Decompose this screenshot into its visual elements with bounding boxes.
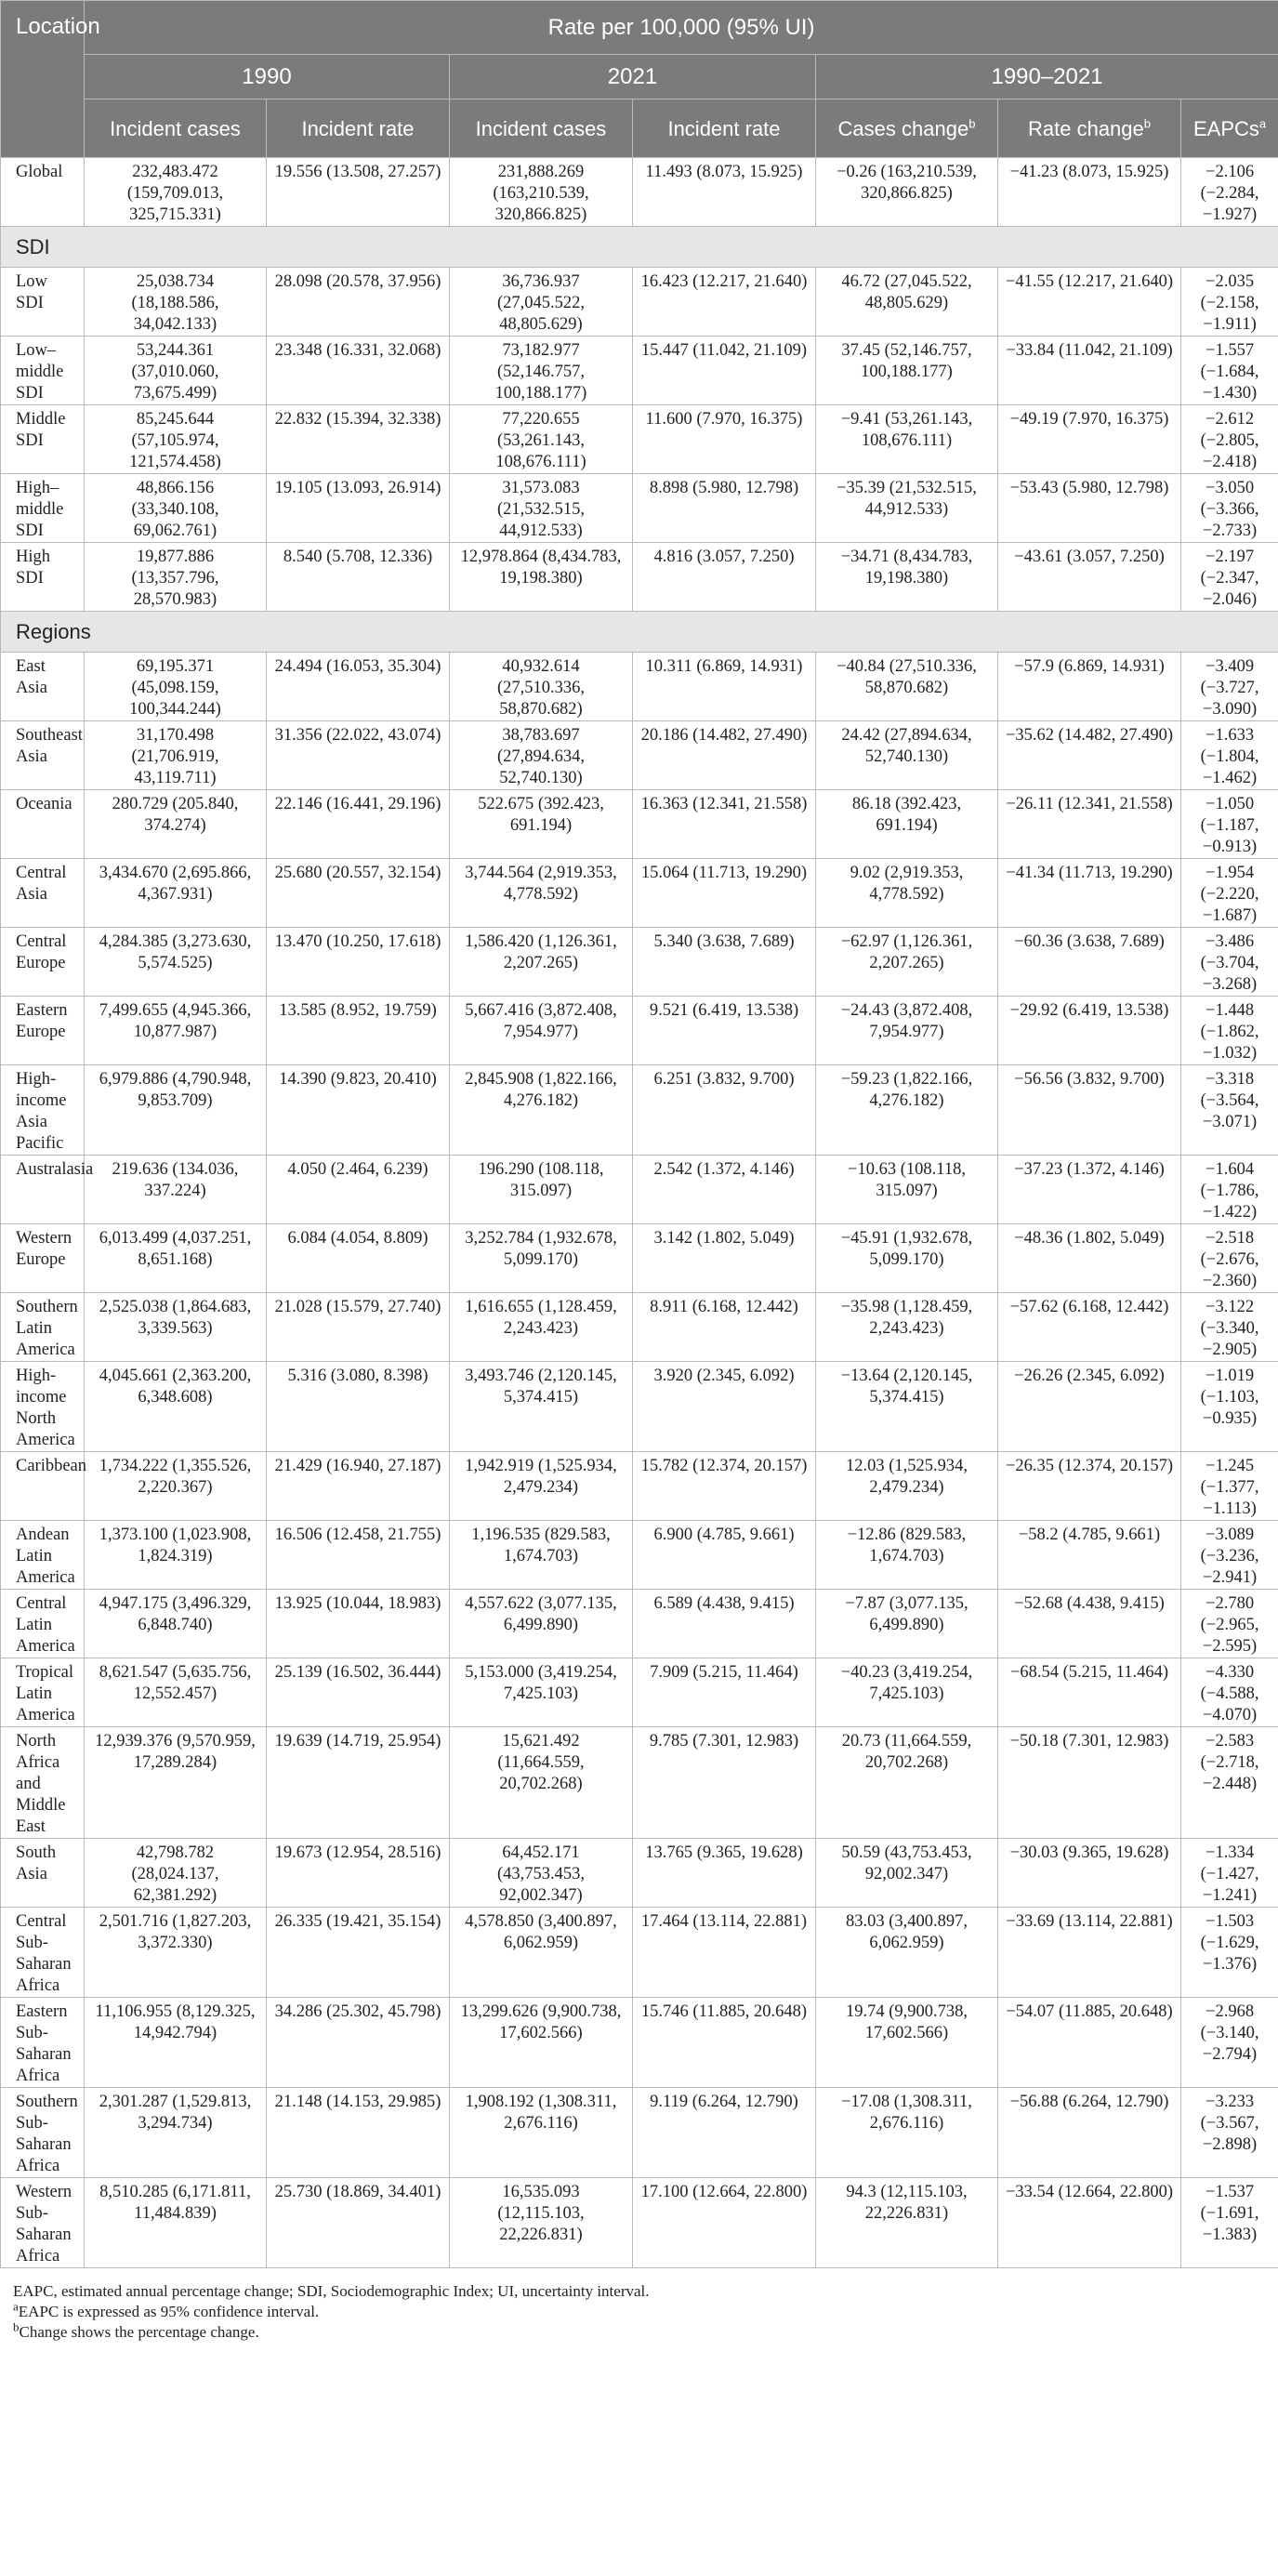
location-cell: Southeast Asia <box>1 721 85 790</box>
value-cell-c90: 6,013.499 (4,037.251, 8,651.168) <box>85 1224 267 1293</box>
value-cell-c21: 196.290 (108.118, 315.097) <box>450 1156 633 1224</box>
value-cell-r21: 15.447 (11.042, 21.109) <box>633 337 816 405</box>
cases-change-header <box>816 99 998 158</box>
value-cell-cc: −10.63 (108.118, 315.097) <box>816 1156 998 1224</box>
value-cell-r90: 22.146 (16.441, 29.196) <box>267 790 450 859</box>
incident-rate-1990-header: Incident rate <box>267 99 450 158</box>
value-cell-eapc: −2.197 (−2.347, −2.046) <box>1181 543 1278 612</box>
value-cell-c21: 38,783.697 (27,894.634, 52,740.130) <box>450 721 633 790</box>
table-row <box>1 1839 1278 1908</box>
value-cell-cc: −9.41 (53,261.143, 108,676.111) <box>816 405 998 474</box>
value-cell-rc: −58.2 (4.785, 9.661) <box>998 1521 1181 1590</box>
value-cell-rc: −41.23 (8.073, 15.925) <box>998 158 1181 227</box>
location-cell: North Africa and Middle East <box>1 1727 85 1839</box>
location-cell: South Asia <box>1 1839 85 1908</box>
value-cell-c21: 64,452.171 (43,753.453, 92,002.347) <box>450 1839 633 1908</box>
footnote-b-mark: b <box>13 2319 20 2334</box>
incident-cases-2021-header: Incident cases <box>450 99 633 158</box>
value-cell-c21: 4,557.622 (3,077.135, 6,499.890) <box>450 1590 633 1658</box>
value-cell-r90: 16.506 (12.458, 21.755) <box>267 1521 450 1590</box>
section-header-row <box>1 227 1278 268</box>
table-row <box>1 1521 1278 1590</box>
value-cell-cc: −40.84 (27,510.336, 58,870.682) <box>816 653 998 721</box>
value-cell-r90: 13.925 (10.044, 18.983) <box>267 1590 450 1658</box>
value-cell-r90: 25.680 (20.557, 32.154) <box>267 859 450 928</box>
value-cell-rc: −56.56 (3.832, 9.700) <box>998 1065 1181 1156</box>
value-cell-cc: 24.42 (27,894.634, 52,740.130) <box>816 721 998 790</box>
value-cell-c90: 11,106.955 (8,129.325, 14,942.794) <box>85 1998 267 2088</box>
footnote-a <box>13 2299 1278 2322</box>
value-cell-r21: 16.363 (12.341, 21.558) <box>633 790 816 859</box>
value-cell-rc: −54.07 (11.885, 20.648) <box>998 1998 1181 2088</box>
value-cell-cc: 46.72 (27,045.522, 48,805.629) <box>816 268 998 337</box>
value-cell-cc: −35.98 (1,128.459, 2,243.423) <box>816 1293 998 1362</box>
value-cell-c90: 31,170.498 (21,706.919, 43,119.711) <box>85 721 267 790</box>
value-cell-c90: 232,483.472 (159,709.013, 325,715.331) <box>85 158 267 227</box>
value-cell-r21: 3.142 (1.802, 5.049) <box>633 1224 816 1293</box>
location-cell: Western Sub-Saharan Africa <box>1 2178 85 2268</box>
table-row <box>1 2088 1278 2178</box>
location-cell: Middle SDI <box>1 405 85 474</box>
table-row <box>1 1156 1278 1224</box>
location-cell: Andean Latin America <box>1 1521 85 1590</box>
location-cell: Tropical Latin America <box>1 1658 85 1727</box>
value-cell-r21: 11.493 (8.073, 15.925) <box>633 158 816 227</box>
footnote-a-marker: a <box>1258 116 1267 131</box>
value-cell-eapc: −2.518 (−2.676, −2.360) <box>1181 1224 1278 1293</box>
value-cell-eapc: −3.122 (−3.340, −2.905) <box>1181 1293 1278 1362</box>
value-cell-cc: −62.97 (1,126.361, 2,207.265) <box>816 928 998 997</box>
value-cell-r21: 9.119 (6.264, 12.790) <box>633 2088 816 2178</box>
value-cell-cc: 20.73 (11,664.559, 20,702.268) <box>816 1727 998 1839</box>
table-body <box>1 158 1278 2268</box>
location-cell: High SDI <box>1 543 85 612</box>
value-cell-c90: 3,434.670 (2,695.866, 4,367.931) <box>85 859 267 928</box>
value-cell-r90: 13.470 (10.250, 17.618) <box>267 928 450 997</box>
value-cell-rc: −57.62 (6.168, 12.442) <box>998 1293 1181 1362</box>
value-cell-rc: −37.23 (1.372, 4.146) <box>998 1156 1181 1224</box>
location-cell: Eastern Europe <box>1 997 85 1065</box>
value-cell-c21: 2,845.908 (1,822.166, 4,276.182) <box>450 1065 633 1156</box>
value-cell-rc: −33.84 (11.042, 21.109) <box>998 337 1181 405</box>
value-cell-eapc: −1.245 (−1.377, −1.113) <box>1181 1452 1278 1521</box>
value-cell-r90: 4.050 (2.464, 6.239) <box>267 1156 450 1224</box>
value-cell-c21: 1,616.655 (1,128.459, 2,243.423) <box>450 1293 633 1362</box>
table-row <box>1 928 1278 997</box>
value-cell-eapc: −1.503 (−1.629, −1.376) <box>1181 1908 1278 1998</box>
location-cell: Central Sub-Saharan Africa <box>1 1908 85 1998</box>
value-cell-c21: 15,621.492 (11,664.559, 20,702.268) <box>450 1727 633 1839</box>
value-cell-c21: 13,299.626 (9,900.738, 17,602.566) <box>450 1998 633 2088</box>
value-cell-rc: −35.62 (14.482, 27.490) <box>998 721 1181 790</box>
value-cell-r90: 6.084 (4.054, 8.809) <box>267 1224 450 1293</box>
value-cell-r21: 6.251 (3.832, 9.700) <box>633 1065 816 1156</box>
value-cell-c21: 3,744.564 (2,919.353, 4,778.592) <box>450 859 633 928</box>
value-cell-eapc: −1.954 (−2.220, −1.687) <box>1181 859 1278 928</box>
table-row <box>1 721 1278 790</box>
incident-rate-2021-header: Incident rate <box>633 99 816 158</box>
value-cell-r90: 19.105 (13.093, 26.914) <box>267 474 450 543</box>
value-cell-r90: 21.148 (14.153, 29.985) <box>267 2088 450 2178</box>
value-cell-c21: 12,978.864 (8,434.783, 19,198.380) <box>450 543 633 612</box>
value-cell-r90: 28.098 (20.578, 37.956) <box>267 268 450 337</box>
value-cell-c90: 42,798.782 (28,024.137, 62,381.292) <box>85 1839 267 1908</box>
value-cell-rc: −33.54 (12.664, 22.800) <box>998 2178 1181 2268</box>
location-cell: East Asia <box>1 653 85 721</box>
table-header <box>1 1 1278 158</box>
value-cell-cc: −35.39 (21,532.515, 44,912.533) <box>816 474 998 543</box>
value-cell-r21: 15.064 (11.713, 19.290) <box>633 859 816 928</box>
table-row <box>1 1590 1278 1658</box>
footnote-b-text: Change shows the percentage change. <box>19 2323 259 2341</box>
year-range-header: 1990–2021 <box>816 55 1278 99</box>
value-cell-eapc: −3.050 (−3.366, −2.733) <box>1181 474 1278 543</box>
table-row <box>1 1065 1278 1156</box>
value-cell-eapc: −3.486 (−3.704, −3.268) <box>1181 928 1278 997</box>
footnote-b-marker: b <box>1143 116 1151 131</box>
value-cell-c90: 8,621.547 (5,635.756, 12,552.457) <box>85 1658 267 1727</box>
year-1990-header: 1990 <box>85 55 450 99</box>
value-cell-c90: 4,284.385 (3,273.630, 5,574.525) <box>85 928 267 997</box>
rate-change-label: Rate change <box>1028 116 1144 140</box>
value-cell-c90: 7,499.655 (4,945.366, 10,877.987) <box>85 997 267 1065</box>
table-row <box>1 1293 1278 1362</box>
footnote-b-marker: b <box>968 116 976 131</box>
value-cell-eapc: −2.780 (−2.965, −2.595) <box>1181 1590 1278 1658</box>
location-cell: Western Europe <box>1 1224 85 1293</box>
year-2021-header: 2021 <box>450 55 816 99</box>
value-cell-rc: −30.03 (9.365, 19.628) <box>998 1839 1181 1908</box>
value-cell-r21: 6.589 (4.438, 9.415) <box>633 1590 816 1658</box>
value-cell-r90: 14.390 (9.823, 20.410) <box>267 1065 450 1156</box>
value-cell-cc: 83.03 (3,400.897, 6,062.959) <box>816 1908 998 1998</box>
location-header: Location <box>1 1 85 158</box>
value-cell-r90: 34.286 (25.302, 45.798) <box>267 1998 450 2088</box>
value-cell-c90: 8,510.285 (6,171.811, 11,484.839) <box>85 2178 267 2268</box>
value-cell-r21: 15.782 (12.374, 20.157) <box>633 1452 816 1521</box>
table-row <box>1 474 1278 543</box>
value-cell-c90: 4,045.661 (2,363.200, 6,348.608) <box>85 1362 267 1452</box>
value-cell-r21: 8.911 (6.168, 12.442) <box>633 1293 816 1362</box>
value-cell-c21: 5,667.416 (3,872.408, 7,954.977) <box>450 997 633 1065</box>
incident-cases-1990-header: Incident cases <box>85 99 267 158</box>
value-cell-c90: 25,038.734 (18,188.586, 34,042.133) <box>85 268 267 337</box>
value-cell-r21: 4.816 (3.057, 7.250) <box>633 543 816 612</box>
value-cell-r90: 19.639 (14.719, 25.954) <box>267 1727 450 1839</box>
value-cell-eapc: −1.633 (−1.804, −1.462) <box>1181 721 1278 790</box>
value-cell-rc: −56.88 (6.264, 12.790) <box>998 2088 1181 2178</box>
value-cell-cc: −7.87 (3,077.135, 6,499.890) <box>816 1590 998 1658</box>
value-cell-r21: 9.521 (6.419, 13.538) <box>633 997 816 1065</box>
value-cell-c90: 2,301.287 (1,529.813, 3,294.734) <box>85 2088 267 2178</box>
value-cell-cc: 50.59 (43,753.453, 92,002.347) <box>816 1839 998 1908</box>
value-cell-r90: 19.673 (12.954, 28.516) <box>267 1839 450 1908</box>
value-cell-rc: −50.18 (7.301, 12.983) <box>998 1727 1181 1839</box>
value-cell-rc: −41.34 (11.713, 19.290) <box>998 859 1181 928</box>
table-row <box>1 543 1278 612</box>
location-cell: Central Latin America <box>1 1590 85 1658</box>
value-cell-c21: 31,573.083 (21,532.515, 44,912.533) <box>450 474 633 543</box>
table-row <box>1 1658 1278 1727</box>
value-cell-c21: 1,586.420 (1,126.361, 2,207.265) <box>450 928 633 997</box>
table-row <box>1 1998 1278 2088</box>
value-cell-eapc: −1.448 (−1.862, −1.032) <box>1181 997 1278 1065</box>
value-cell-c90: 2,525.038 (1,864.683, 3,339.563) <box>85 1293 267 1362</box>
value-cell-c21: 5,153.000 (3,419.254, 7,425.103) <box>450 1658 633 1727</box>
table-row <box>1 859 1278 928</box>
location-cell: Central Asia <box>1 859 85 928</box>
value-cell-c21: 3,493.746 (2,120.145, 5,374.415) <box>450 1362 633 1452</box>
value-cell-rc: −26.26 (2.345, 6.092) <box>998 1362 1181 1452</box>
value-cell-r90: 24.494 (16.053, 35.304) <box>267 653 450 721</box>
value-cell-c90: 2,501.716 (1,827.203, 3,372.330) <box>85 1908 267 1998</box>
location-cell: Eastern Sub-Saharan Africa <box>1 1998 85 2088</box>
value-cell-cc: −12.86 (829.583, 1,674.703) <box>816 1521 998 1590</box>
value-cell-eapc: −3.233 (−3.567, −2.898) <box>1181 2088 1278 2178</box>
value-cell-c21: 1,908.192 (1,308.311, 2,676.116) <box>450 2088 633 2178</box>
value-cell-eapc: −1.050 (−1.187, −0.913) <box>1181 790 1278 859</box>
value-cell-cc: −59.23 (1,822.166, 4,276.182) <box>816 1065 998 1156</box>
location-cell: Central Europe <box>1 928 85 997</box>
location-cell: Low–middle SDI <box>1 337 85 405</box>
value-cell-cc: −40.23 (3,419.254, 7,425.103) <box>816 1658 998 1727</box>
value-cell-r21: 6.900 (4.785, 9.661) <box>633 1521 816 1590</box>
value-cell-r21: 3.920 (2.345, 6.092) <box>633 1362 816 1452</box>
section-title: Regions <box>1 612 1278 653</box>
location-cell: Southern Sub-Saharan Africa <box>1 2088 85 2178</box>
footnote-abbreviations: EAPC, estimated annual percentage change; SDI, Sociodemographic Index; UI, uncertainty interval. <box>13 2282 650 2300</box>
value-cell-eapc: −3.409 (−3.727, −3.090) <box>1181 653 1278 721</box>
value-cell-cc: −13.64 (2,120.145, 5,374.415) <box>816 1362 998 1452</box>
footnote-a-mark: a <box>13 2299 19 2314</box>
value-cell-cc: 9.02 (2,919.353, 4,778.592) <box>816 859 998 928</box>
value-cell-r21: 7.909 (5.215, 11.464) <box>633 1658 816 1727</box>
value-cell-c90: 280.729 (205.840, 374.274) <box>85 790 267 859</box>
value-cell-c90: 4,947.175 (3,496.329, 6,848.740) <box>85 1590 267 1658</box>
value-cell-c21: 36,736.937 (27,045.522, 48,805.629) <box>450 268 633 337</box>
value-cell-c90: 53,244.361 (37,010.060, 73,675.499) <box>85 337 267 405</box>
location-cell: High-income Asia Pacific <box>1 1065 85 1156</box>
location-cell: High–middle SDI <box>1 474 85 543</box>
value-cell-cc: −24.43 (3,872.408, 7,954.977) <box>816 997 998 1065</box>
table-row <box>1 405 1278 474</box>
value-cell-cc: 12.03 (1,525.934, 2,479.234) <box>816 1452 998 1521</box>
value-cell-c21: 231,888.269 (163,210.539, 320,866.825) <box>450 158 633 227</box>
eapcs-header <box>1181 99 1278 158</box>
value-cell-cc: 86.18 (392.423, 691.194) <box>816 790 998 859</box>
value-cell-c90: 12,939.376 (9,570.959, 17,289.284) <box>85 1727 267 1839</box>
value-cell-eapc: −1.557 (−1.684, −1.430) <box>1181 337 1278 405</box>
value-cell-c21: 3,252.784 (1,932.678, 5,099.170) <box>450 1224 633 1293</box>
section-header-row <box>1 612 1278 653</box>
value-cell-c90: 6,979.886 (4,790.948, 9,853.709) <box>85 1065 267 1156</box>
value-cell-cc: 94.3 (12,115.103, 22,226.831) <box>816 2178 998 2268</box>
value-cell-eapc: −3.318 (−3.564, −3.071) <box>1181 1065 1278 1156</box>
value-cell-eapc: −2.583 (−2.718, −2.448) <box>1181 1727 1278 1839</box>
value-cell-eapc: −1.537 (−1.691, −1.383) <box>1181 2178 1278 2268</box>
cases-change-label: Cases change <box>837 116 969 140</box>
value-cell-r90: 8.540 (5.708, 12.336) <box>267 543 450 612</box>
value-cell-c21: 77,220.655 (53,261.143, 108,676.111) <box>450 405 633 474</box>
value-cell-rc: −53.43 (5.980, 12.798) <box>998 474 1181 543</box>
value-cell-c90: 69,195.371 (45,098.159, 100,344.244) <box>85 653 267 721</box>
footnote-a-text: EAPC is expressed as 95% confidence interval. <box>18 2303 320 2320</box>
table-row <box>1 158 1278 227</box>
location-cell: Australasia <box>1 1156 85 1224</box>
location-cell: Southern Latin America <box>1 1293 85 1362</box>
value-cell-r90: 31.356 (22.022, 43.074) <box>267 721 450 790</box>
value-cell-rc: −29.92 (6.419, 13.538) <box>998 997 1181 1065</box>
value-cell-c90: 1,734.222 (1,355.526, 2,220.367) <box>85 1452 267 1521</box>
value-cell-r21: 9.785 (7.301, 12.983) <box>633 1727 816 1839</box>
value-cell-c90: 219.636 (134.036, 337.224) <box>85 1156 267 1224</box>
value-cell-c21: 40,932.614 (27,510.336, 58,870.682) <box>450 653 633 721</box>
value-cell-r21: 8.898 (5.980, 12.798) <box>633 474 816 543</box>
eapcs-label: EAPCs <box>1192 116 1259 140</box>
rate-span-header: Rate per 100,000 (95% UI) <box>85 1 1278 55</box>
table-row <box>1 1224 1278 1293</box>
value-cell-r90: 25.730 (18.869, 34.401) <box>267 2178 450 2268</box>
value-cell-cc: −0.26 (163,210.539, 320,866.825) <box>816 158 998 227</box>
value-cell-cc: 19.74 (9,900.738, 17,602.566) <box>816 1998 998 2088</box>
section-title: SDI <box>1 227 1278 268</box>
value-cell-r90: 5.316 (3.080, 8.398) <box>267 1362 450 1452</box>
value-cell-eapc: −2.612 (−2.805, −2.418) <box>1181 405 1278 474</box>
value-cell-r21: 16.423 (12.217, 21.640) <box>633 268 816 337</box>
value-cell-rc: −26.11 (12.341, 21.558) <box>998 790 1181 859</box>
value-cell-r21: 13.765 (9.365, 19.628) <box>633 1839 816 1908</box>
value-cell-rc: −26.35 (12.374, 20.157) <box>998 1452 1181 1521</box>
value-cell-c90: 19,877.886 (13,357.796, 28,570.983) <box>85 543 267 612</box>
value-cell-r21: 17.100 (12.664, 22.800) <box>633 2178 816 2268</box>
value-cell-rc: −49.19 (7.970, 16.375) <box>998 405 1181 474</box>
rate-change-header <box>998 99 1181 158</box>
value-cell-c90: 1,373.100 (1,023.908, 1,824.319) <box>85 1521 267 1590</box>
value-cell-eapc: −1.019 (−1.103, −0.935) <box>1181 1362 1278 1452</box>
value-cell-r21: 20.186 (14.482, 27.490) <box>633 721 816 790</box>
value-cell-rc: −52.68 (4.438, 9.415) <box>998 1590 1181 1658</box>
value-cell-r90: 21.429 (16.940, 27.187) <box>267 1452 450 1521</box>
value-cell-rc: −43.61 (3.057, 7.250) <box>998 543 1181 612</box>
table-row <box>1 1452 1278 1521</box>
footnote-b <box>13 2319 1278 2343</box>
table-row <box>1 790 1278 859</box>
value-cell-rc: −60.36 (3.638, 7.689) <box>998 928 1181 997</box>
value-cell-r21: 11.600 (7.970, 16.375) <box>633 405 816 474</box>
value-cell-c21: 522.675 (392.423, 691.194) <box>450 790 633 859</box>
value-cell-rc: −41.55 (12.217, 21.640) <box>998 268 1181 337</box>
table-row <box>1 1727 1278 1839</box>
value-cell-cc: −34.71 (8,434.783, 19,198.380) <box>816 543 998 612</box>
value-cell-eapc: −1.604 (−1.786, −1.422) <box>1181 1156 1278 1224</box>
value-cell-c21: 16,535.093 (12,115.103, 22,226.831) <box>450 2178 633 2268</box>
table-row <box>1 337 1278 405</box>
footnotes <box>0 2268 1278 2343</box>
value-cell-c21: 4,578.850 (3,400.897, 6,062.959) <box>450 1908 633 1998</box>
value-cell-rc: −33.69 (13.114, 22.881) <box>998 1908 1181 1998</box>
value-cell-cc: −45.91 (1,932.678, 5,099.170) <box>816 1224 998 1293</box>
location-cell: Global <box>1 158 85 227</box>
value-cell-eapc: −2.106 (−2.284, −1.927) <box>1181 158 1278 227</box>
table-row <box>1 1908 1278 1998</box>
value-cell-c21: 1,196.535 (829.583, 1,674.703) <box>450 1521 633 1590</box>
table-row <box>1 1362 1278 1452</box>
value-cell-cc: −17.08 (1,308.311, 2,676.116) <box>816 2088 998 2178</box>
value-cell-r90: 21.028 (15.579, 27.740) <box>267 1293 450 1362</box>
value-cell-c90: 48,866.156 (33,340.108, 69,062.761) <box>85 474 267 543</box>
value-cell-r21: 2.542 (1.372, 4.146) <box>633 1156 816 1224</box>
value-cell-r90: 13.585 (8.952, 19.759) <box>267 997 450 1065</box>
value-cell-eapc: −2.035 (−2.158, −1.911) <box>1181 268 1278 337</box>
value-cell-r90: 23.348 (16.331, 32.068) <box>267 337 450 405</box>
value-cell-r21: 15.746 (11.885, 20.648) <box>633 1998 816 2088</box>
table-row <box>1 2178 1278 2268</box>
value-cell-r21: 10.311 (6.869, 14.931) <box>633 653 816 721</box>
value-cell-r90: 19.556 (13.508, 27.257) <box>267 158 450 227</box>
location-cell: Oceania <box>1 790 85 859</box>
value-cell-r90: 26.335 (19.421, 35.154) <box>267 1908 450 1998</box>
location-cell: High-income North America <box>1 1362 85 1452</box>
location-cell: Low SDI <box>1 268 85 337</box>
value-cell-r90: 22.832 (15.394, 32.338) <box>267 405 450 474</box>
table-row <box>1 268 1278 337</box>
location-cell: Caribbean <box>1 1452 85 1521</box>
value-cell-cc: 37.45 (52,146.757, 100,188.177) <box>816 337 998 405</box>
value-cell-eapc: −3.089 (−3.236, −2.941) <box>1181 1521 1278 1590</box>
value-cell-eapc: −4.330 (−4.588, −4.070) <box>1181 1658 1278 1727</box>
value-cell-r90: 25.139 (16.502, 36.444) <box>267 1658 450 1727</box>
value-cell-rc: −57.9 (6.869, 14.931) <box>998 653 1181 721</box>
value-cell-r21: 5.340 (3.638, 7.689) <box>633 928 816 997</box>
value-cell-eapc: −1.334 (−1.427, −1.241) <box>1181 1839 1278 1908</box>
value-cell-rc: −68.54 (5.215, 11.464) <box>998 1658 1181 1727</box>
value-cell-c21: 73,182.977 (52,146.757, 100,188.177) <box>450 337 633 405</box>
table-row <box>1 653 1278 721</box>
value-cell-rc: −48.36 (1.802, 5.049) <box>998 1224 1181 1293</box>
value-cell-c21: 1,942.919 (1,525.934, 2,479.234) <box>450 1452 633 1521</box>
value-cell-eapc: −2.968 (−3.140, −2.794) <box>1181 1998 1278 2088</box>
value-cell-r21: 17.464 (13.114, 22.881) <box>633 1908 816 1998</box>
value-cell-c90: 85,245.644 (57,105.974, 121,574.458) <box>85 405 267 474</box>
table-row <box>1 997 1278 1065</box>
